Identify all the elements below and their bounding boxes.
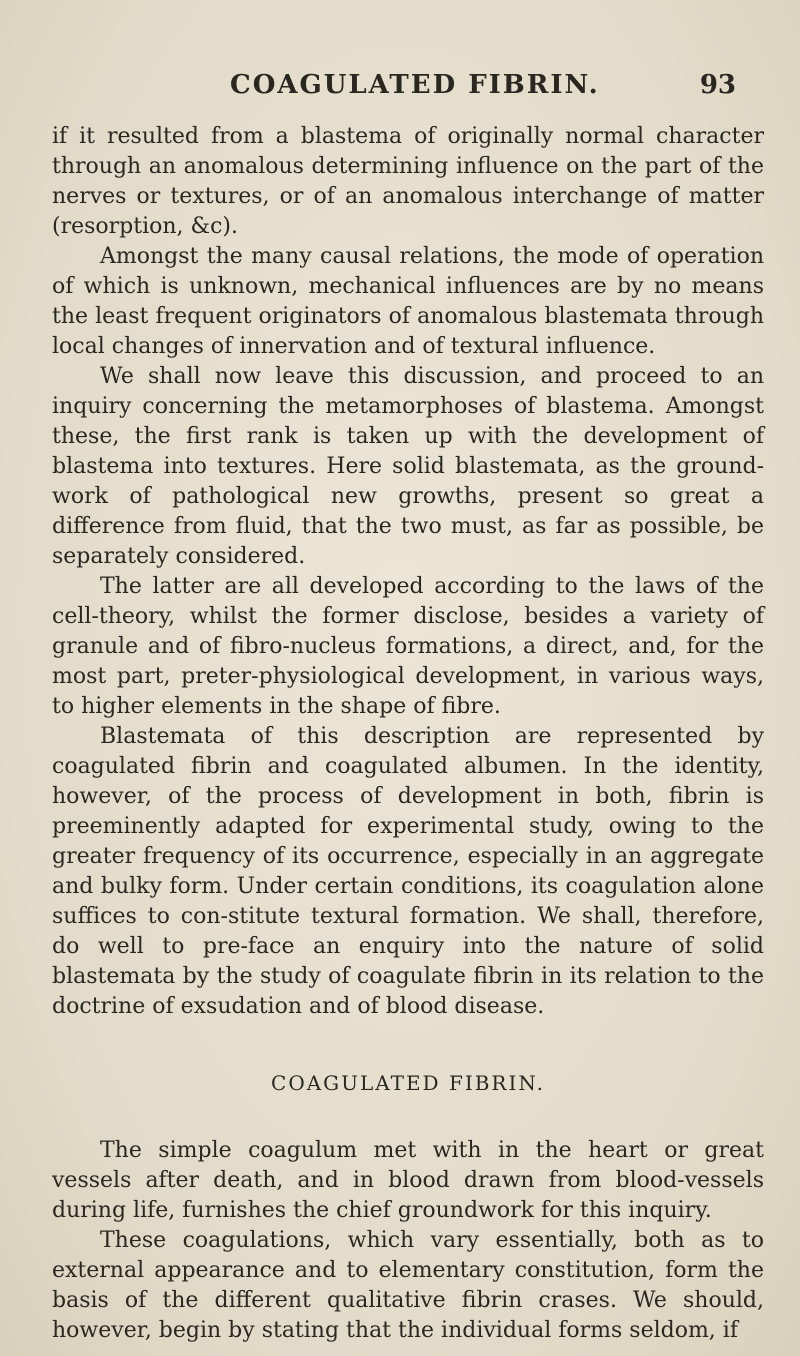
running-title: COAGULATED FIBRIN. — [230, 70, 600, 100]
paragraph: We shall now leave this discussion, and proceed to an inquiry concerning the metamorphoses of blastema. Amongst these, the first rank is taken up with the development of blastema into textures. Here solid blastemata, as the ground-work of pathological new growths, present so great a difference from fluid, that the two must, as far as possible, be separately considered. — [52, 364, 764, 569]
paragraph: Blastemata of this description are represented by coagulated fibrin and coagulated albumen. In the identity, however, of the process of development in both, fibrin is preeminently adapted for experimental study, owing to the greater frequency of its occurrence, especially in an aggregate and bulky form. Under certain conditions, its coagulation alone suffices to con-stitute textural formation. We shall, therefore, do well to pre-face an enquiry into the nature of solid blastemata by the study of coagulate fibrin in its relation to the doctrine of exsudation and of blood disease. — [52, 724, 764, 1019]
paragraph: Amongst the many causal relations, the mode of operation of which is unknown, mechanical influences are by no means the least frequent originators of anomalous blastemata through local changes of innervation and of textural influence. — [52, 244, 764, 359]
paragraph: The simple coagulum met with in the heart or great vessels after death, and in blood drawn from blood-vessels during life, furnishes the chief groundwork for this inquiry. — [52, 1138, 764, 1223]
section-heading: COAGULATED FIBRIN. — [271, 1071, 545, 1095]
paragraph: These coagulations, which vary essentially, both as to external appearance and to elementary constitution, form the basis of the different qualitative fibrin crases. We should, however, begin by stating that the individual forms seldom, if — [52, 1228, 764, 1343]
body-text — [52, 122, 764, 1346]
paragraph: The latter are all developed according to the laws of the cell-theory, whilst the former disclose, besides a variety of granule and of fibro-nucleus formations, a direct, and, for the most part, preter-physiological development, in various ways, to higher elements in the shape of fibre. — [52, 574, 764, 719]
page-number: 93 — [699, 70, 736, 100]
running-head — [0, 70, 800, 110]
paragraph: if it resulted from a blastema of originally normal character through an anomalous determining influence on the part of the nerves or textures, or of an anomalous interchange of matter (resorption, &c). — [52, 124, 764, 239]
